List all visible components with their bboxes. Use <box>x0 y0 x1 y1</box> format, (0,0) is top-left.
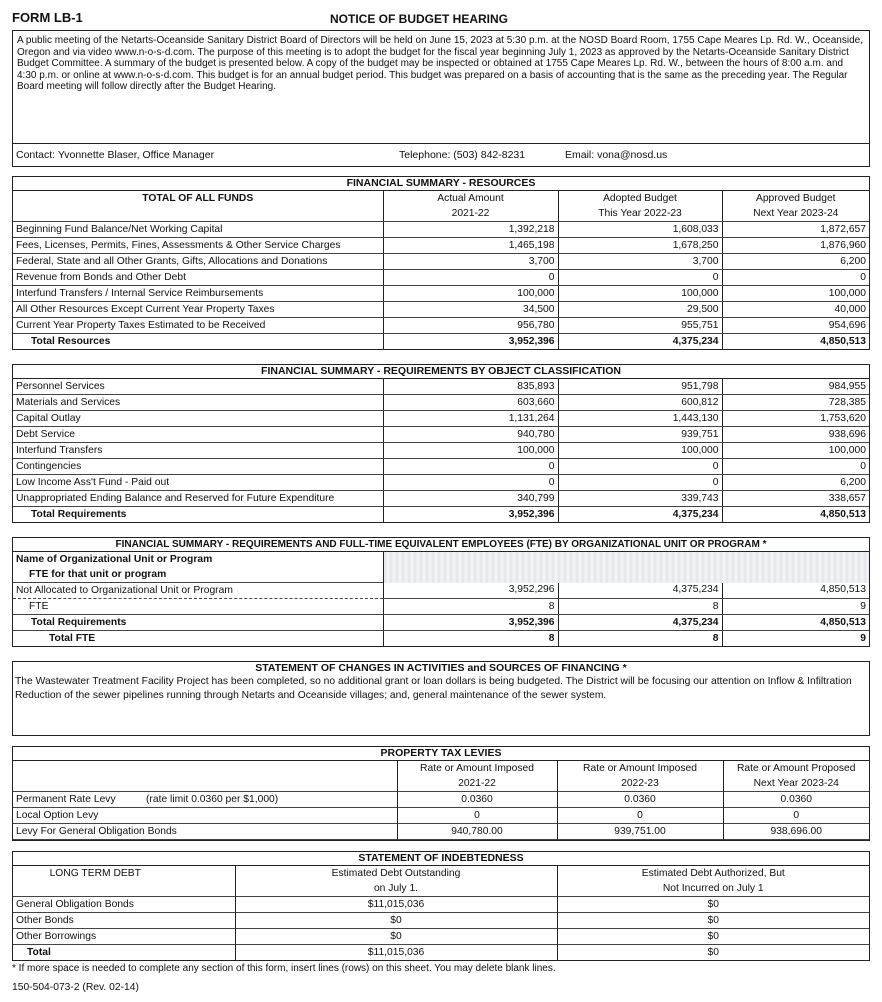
changes-title: STATEMENT OF CHANGES IN ACTIVITIES and SOURCES OF FINANCING * <box>255 662 627 674</box>
debt-label: Other Bonds <box>13 913 235 929</box>
resources-title: FINANCIAL SUMMARY - RESOURCES <box>13 177 869 191</box>
debt-value: $0 <box>235 929 557 945</box>
requirements-row-value: 938,696 <box>722 427 869 443</box>
resources-row-label: Interfund Transfers / Internal Service Reimbursements <box>13 286 383 302</box>
fte-title: FINANCIAL SUMMARY - REQUIREMENTS AND FULL-TIME EQUIVALENT EMPLOYEES (FTE) BY ORGANIZATIONAL UNIT OR PROGRAM * <box>13 538 869 552</box>
resources-row-value: 100,000 <box>383 286 558 302</box>
levies-col3b: Next Year 2023-24 <box>723 776 869 792</box>
levies-col1a: Rate or Amount Imposed <box>397 761 557 776</box>
debt-label: General Obligation Bonds <box>13 897 235 913</box>
requirements-row-value: 600,812 <box>558 395 722 411</box>
requirements-row-value: 6,200 <box>722 475 869 491</box>
requirements-row-value: 0 <box>722 459 869 475</box>
form-id: FORM LB-1 <box>12 10 83 25</box>
levy-row <box>13 824 869 840</box>
resources-col1b: 2021-22 <box>383 206 558 222</box>
levy-value: 0.0360 <box>557 792 723 808</box>
levies-col2b: 2022-23 <box>557 776 723 792</box>
requirements-row-value: 940,780 <box>383 427 558 443</box>
levy-value: 0 <box>397 808 557 824</box>
requirements-section <box>12 364 870 523</box>
contact-email: Email: vona@nosd.us <box>565 149 668 161</box>
requirements-row-value: 338,657 <box>722 491 869 507</box>
debt-col2b: Not Incurred on July 1 <box>557 881 869 897</box>
resources-row-value: 6,200 <box>722 254 869 270</box>
fte-na-label: Not Allocated to Organizational Unit or Program <box>13 583 383 599</box>
resources-row-value: 29,500 <box>558 302 722 318</box>
levies-col1b: 2021-22 <box>397 776 557 792</box>
resources-total-v3: 4,850,513 <box>722 334 869 350</box>
requirements-row-value: 1,443,130 <box>558 411 722 427</box>
resources-row-value: 100,000 <box>558 286 722 302</box>
requirements-row-label: Unappropriated Ending Balance and Reserved for Future Expenditure <box>13 491 383 507</box>
levy-value: 939,751.00 <box>557 824 723 840</box>
resources-row <box>13 302 869 318</box>
levy-label: Permanent Rate Levy <box>13 792 143 808</box>
requirements-row-label: Low Income Ass't Fund - Paid out <box>13 475 383 491</box>
resources-row-label: Fees, Licenses, Permits, Fines, Assessments & Other Service Charges <box>13 238 383 254</box>
changes-section <box>12 661 870 736</box>
levies-col3a: Rate or Amount Proposed <box>723 761 869 776</box>
resources-col2a: Adopted Budget <box>558 191 722 206</box>
requirements-row-value: 0 <box>383 475 558 491</box>
requirements-total-row <box>13 507 869 523</box>
resources-row-label: Beginning Fund Balance/Net Working Capital <box>13 222 383 238</box>
debt-title: STATEMENT OF INDEBTEDNESS <box>13 852 869 866</box>
resources-row-value: 40,000 <box>722 302 869 318</box>
requirements-row-value: 728,385 <box>722 395 869 411</box>
fte-fte-v3: 9 <box>722 599 869 615</box>
resources-col2b: This Year 2022-23 <box>558 206 722 222</box>
levy-value: 938,696.00 <box>723 824 869 840</box>
resources-row-label: Revenue from Bonds and Other Debt <box>13 270 383 286</box>
resources-row <box>13 238 869 254</box>
requirements-row-value: 100,000 <box>722 443 869 459</box>
fte-total-req-v1: 3,952,396 <box>383 615 558 631</box>
requirements-row <box>13 379 869 395</box>
debt-col1b: on July 1. <box>235 881 557 897</box>
resources-col0: TOTAL OF ALL FUNDS <box>142 192 254 204</box>
fte-total-fte-v1: 8 <box>383 631 558 647</box>
fte-fte-v1: 8 <box>383 599 558 615</box>
form-number: 150-504-073-2 (Rev. 02-14) <box>12 982 139 993</box>
requirements-row-label: Contingencies <box>13 459 383 475</box>
fte-na-v2: 4,375,234 <box>558 583 722 599</box>
levy-note <box>143 808 397 824</box>
debt-label: Other Borrowings <box>13 929 235 945</box>
fte-total-req-label: Total Requirements <box>13 615 383 631</box>
requirements-row <box>13 443 869 459</box>
fte-total-fte-v3: 9 <box>722 631 869 647</box>
debt-value: $0 <box>557 897 869 913</box>
resources-row-value: 956,780 <box>383 318 558 334</box>
requirements-row-value: 0 <box>383 459 558 475</box>
debt-row <box>13 929 869 945</box>
resources-row-value: 1,608,033 <box>558 222 722 238</box>
resources-row-value: 1,876,960 <box>722 238 869 254</box>
debt-total-label: Total <box>27 946 51 958</box>
requirements-row-value: 984,955 <box>722 379 869 395</box>
changes-text: The Wastewater Treatment Facility Project has been completed, so no additional grant or loan dollars is being budgeted. The District will be focusing our attention on Inflow & Infiltration Reduction of the sewer pipelines running through Netarts and Oceanside villages; and, general maintenance of the sewer system. <box>15 676 852 701</box>
debt-total-row <box>13 945 869 961</box>
debt-section <box>12 851 870 961</box>
levy-row <box>13 808 869 824</box>
fte-total-req-row <box>13 615 869 631</box>
form-header <box>12 8 870 30</box>
notice-text: A public meeting of the Netarts-Oceanside Sanitary District Board of Directors will be held on June 15, 2023 at 5:30 p.m. at the NOSD Board Room, 1755 Cape Meares Lp. Rd. W., Oceanside, Oregon and via video www.n-o-s-d.com. The purpose of this meeting is to adopt the budget for the fiscal year beginning July 1, 2023 as approved by the Netarts-Oceanside Sanitary District Budget Committee. A summary of the budget is presented below. A copy of the budget may be inspected or obtained at 1755 Cape Meares Lp. Rd. W., between the hours of 8:00 a.m. and 4:30 p.m. or online at www.n-o-s-d.com. This budget is for an annual budget period. This budget was prepared on a basis of accounting that is the same as the preceding year. The Regular Board meeting will follow directly after the Budget Hearing. <box>12 30 870 144</box>
requirements-row <box>13 491 869 507</box>
requirements-row <box>13 411 869 427</box>
resources-total-row <box>13 334 869 350</box>
form-page <box>12 8 870 974</box>
requirements-row <box>13 459 869 475</box>
footnote: * If more space is needed to complete any section of this form, insert lines (rows) on this sheet. You may delete blank lines. <box>12 963 556 974</box>
levies-col2a: Rate or Amount Imposed <box>557 761 723 776</box>
resources-row <box>13 318 869 334</box>
resources-row-value: 3,700 <box>558 254 722 270</box>
levy-value: 0 <box>557 808 723 824</box>
levies-title: PROPERTY TAX LEVIES <box>13 747 869 761</box>
requirements-row-value: 603,660 <box>383 395 558 411</box>
debt-row <box>13 913 869 929</box>
fte-total-fte-label: Total FTE <box>49 632 96 644</box>
contact-telephone: Telephone: (503) 842-8231 <box>399 149 526 161</box>
requirements-row-value: 100,000 <box>383 443 558 459</box>
resources-total-v1: 3,952,396 <box>383 334 558 350</box>
resources-row-value: 1,872,657 <box>722 222 869 238</box>
debt-total-v2: $0 <box>557 945 869 961</box>
debt-value: $11,015,036 <box>235 897 557 913</box>
requirements-row-value: 951,798 <box>558 379 722 395</box>
levy-value: 0 <box>723 808 869 824</box>
contact-name: Contact: Yvonnette Blaser, Office Manager <box>16 149 215 161</box>
debt-row <box>13 897 869 913</box>
debt-value: $0 <box>235 913 557 929</box>
levy-row <box>13 792 869 808</box>
fte-total-req-v2: 4,375,234 <box>558 615 722 631</box>
fte-fte-v2: 8 <box>558 599 722 615</box>
form-title: NOTICE OF BUDGET HEARING <box>330 12 509 26</box>
levies-table <box>13 761 869 840</box>
debt-table <box>13 866 869 960</box>
resources-col3a: Approved Budget <box>722 191 869 206</box>
levy-value: 0.0360 <box>723 792 869 808</box>
resources-row-value: 1,678,250 <box>558 238 722 254</box>
requirements-row <box>13 427 869 443</box>
debt-col2a: Estimated Debt Authorized, But <box>557 866 869 881</box>
levy-value: 0.0360 <box>397 792 557 808</box>
resources-row-value: 3,700 <box>383 254 558 270</box>
resources-row-value: 1,465,198 <box>383 238 558 254</box>
levy-label: Levy For General Obligation Bonds <box>13 824 143 840</box>
resources-section <box>12 176 870 350</box>
fte-total-fte-row <box>13 631 869 647</box>
resources-row-value: 34,500 <box>383 302 558 318</box>
requirements-table <box>13 379 869 522</box>
fte-fte-label: FTE <box>13 599 383 615</box>
requirements-total-v2: 4,375,234 <box>558 507 722 523</box>
fte-label-fte: FTE for that unit or program <box>13 567 383 583</box>
resources-total-label: Total Resources <box>13 334 383 350</box>
fte-shaded-area <box>383 552 869 583</box>
fte-section <box>12 537 870 647</box>
requirements-title: FINANCIAL SUMMARY - REQUIREMENTS BY OBJECT CLASSIFICATION <box>13 365 869 379</box>
requirements-row <box>13 395 869 411</box>
requirements-row-value: 1,131,264 <box>383 411 558 427</box>
levy-note: (rate limit 0.0360 per $1,000) <box>143 792 397 808</box>
requirements-row-label: Personnel Services <box>13 379 383 395</box>
requirements-row-value: 339,743 <box>558 491 722 507</box>
requirements-row-label: Capital Outlay <box>13 411 383 427</box>
requirements-row-value: 0 <box>558 459 722 475</box>
fte-na-v1: 3,952,296 <box>383 583 558 599</box>
fte-table <box>13 552 869 646</box>
resources-row-label: All Other Resources Except Current Year Property Taxes <box>13 302 383 318</box>
requirements-row-label: Debt Service <box>13 427 383 443</box>
resources-row <box>13 270 869 286</box>
requirements-total-label: Total Requirements <box>13 507 383 523</box>
debt-total-v1: $11,015,036 <box>235 945 557 961</box>
levy-value: 940,780.00 <box>397 824 557 840</box>
resources-row-value: 0 <box>722 270 869 286</box>
resources-row-value: 100,000 <box>722 286 869 302</box>
resources-row <box>13 254 869 270</box>
requirements-row <box>13 475 869 491</box>
fte-label-unit: Name of Organizational Unit or Program <box>16 553 213 565</box>
fte-total-fte-v2: 8 <box>558 631 722 647</box>
debt-value: $0 <box>557 929 869 945</box>
requirements-row-value: 939,751 <box>558 427 722 443</box>
resources-row <box>13 286 869 302</box>
levy-note <box>143 824 397 840</box>
resources-row-value: 1,392,218 <box>383 222 558 238</box>
requirements-row-label: Materials and Services <box>13 395 383 411</box>
resources-row-label: Federal, State and all Other Grants, Gifts, Allocations and Donations <box>13 254 383 270</box>
fte-total-req-v3: 4,850,513 <box>722 615 869 631</box>
requirements-row-value: 100,000 <box>558 443 722 459</box>
debt-value: $0 <box>557 913 869 929</box>
levy-label: Local Option Levy <box>13 808 143 824</box>
requirements-total-v3: 4,850,513 <box>722 507 869 523</box>
requirements-row-label: Interfund Transfers <box>13 443 383 459</box>
levies-section <box>12 746 870 841</box>
fte-row-not-allocated <box>13 583 869 599</box>
debt-col0: LONG TERM DEBT <box>49 867 141 879</box>
requirements-row-value: 340,799 <box>383 491 558 507</box>
fte-row-fte <box>13 599 869 615</box>
resources-table <box>13 191 869 349</box>
resources-col1a: Actual Amount <box>383 191 558 206</box>
requirements-row-value: 1,753,620 <box>722 411 869 427</box>
resources-row-value: 955,751 <box>558 318 722 334</box>
resources-col3b: Next Year 2023-24 <box>722 206 869 222</box>
contact-row <box>12 144 870 167</box>
resources-row <box>13 222 869 238</box>
resources-row-value: 954,696 <box>722 318 869 334</box>
resources-total-v2: 4,375,234 <box>558 334 722 350</box>
fte-na-v3: 4,850,513 <box>722 583 869 599</box>
debt-col1a: Estimated Debt Outstanding <box>235 866 557 881</box>
resources-row-value: 0 <box>558 270 722 286</box>
resources-row-label: Current Year Property Taxes Estimated to be Received <box>13 318 383 334</box>
resources-row-value: 0 <box>383 270 558 286</box>
requirements-total-v1: 3,952,396 <box>383 507 558 523</box>
requirements-row-value: 0 <box>558 475 722 491</box>
requirements-row-value: 835,893 <box>383 379 558 395</box>
